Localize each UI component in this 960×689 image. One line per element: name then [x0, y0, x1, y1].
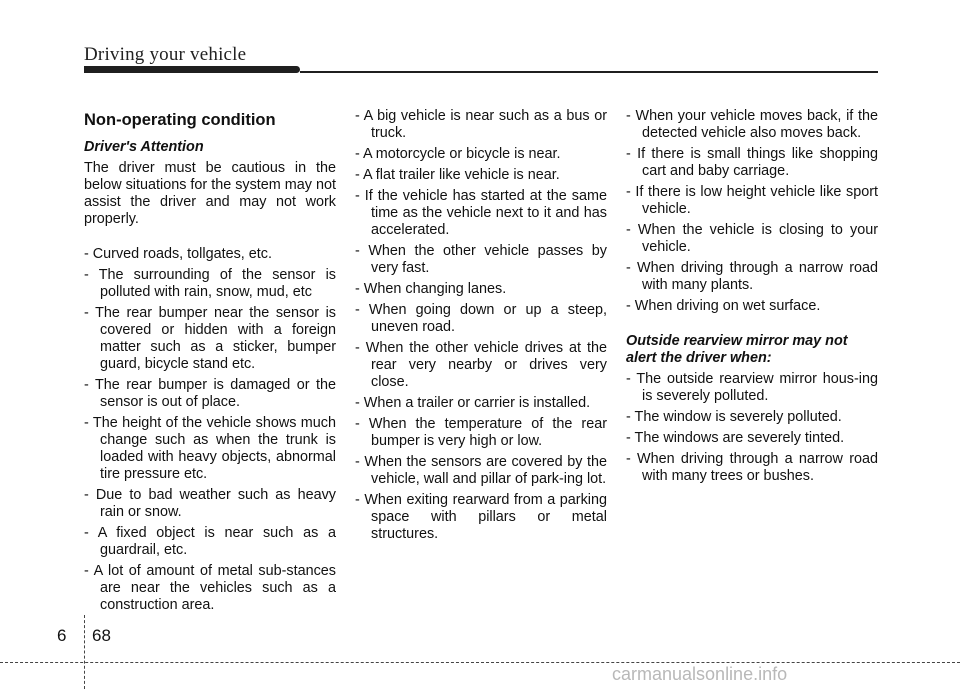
list-item: - The window is severely polluted.: [626, 409, 842, 425]
list-item: - The windows are severely tinted.: [626, 430, 845, 446]
condition-list-3: [626, 108, 878, 315]
list-item: - When driving through a narrow road with many plants.: [626, 260, 878, 293]
subsection-title-drivers-attention: Driver's Attention: [84, 139, 204, 155]
column-1: [84, 108, 336, 618]
list-item: - If the vehicle has started at the same time as the vehicle next to it and has accelerated.: [355, 188, 607, 238]
intro-paragraph: The driver must be cautious in the below situations for the system may not assist the driver and may not work properly.: [84, 160, 336, 227]
list-item: - The surrounding of the sensor is polluted with rain, snow, mud, etc: [84, 267, 336, 300]
list-item: - When the sensors are covered by the vehicle, wall and pillar of park-ing lot.: [355, 454, 607, 487]
condition-list-1: [84, 246, 336, 614]
list-item: - A fixed object is near such as a guardrail, etc.: [84, 525, 336, 558]
list-item: - Due to bad weather such as heavy rain or snow.: [84, 487, 336, 520]
list-item: - When the vehicle is closing to your vehicle.: [626, 222, 878, 255]
footer-divider-vertical: [84, 615, 85, 689]
list-item: - When a trailer or carrier is installed.: [355, 395, 591, 411]
list-item: - When the temperature of the rear bumper is very high or low.: [355, 416, 607, 449]
list-item: - Curved roads, tollgates, etc.: [84, 246, 272, 262]
footer-divider-horizontal: [0, 662, 960, 663]
list-item: - When changing lanes.: [355, 281, 507, 297]
list-item: - When the other vehicle passes by very fast.: [355, 243, 607, 276]
list-item: - The height of the vehicle shows much change such as when the trunk is loaded with heavy objects, abnormal tire pressure etc.: [84, 415, 336, 482]
list-item: - When going down or up a steep, uneven road.: [355, 302, 607, 335]
list-item: - A motorcycle or bicycle is near.: [355, 146, 561, 162]
list-item: - A lot of amount of metal sub-stances are near the vehicles such as a construction area.: [84, 563, 336, 613]
column-3: [626, 108, 878, 489]
watermark: carmanualsonline.info: [612, 664, 788, 684]
list-item: - A flat trailer like vehicle is near.: [355, 167, 560, 183]
section-title: Non-operating condition: [84, 111, 276, 129]
page-number: 68: [92, 626, 111, 645]
mirror-condition-list: [626, 371, 878, 485]
list-item: - The rear bumper is damaged or the sensor is out of place.: [84, 377, 336, 410]
header-rule-thin: [300, 71, 878, 73]
list-item: - A big vehicle is near such as a bus or truck.: [355, 108, 607, 141]
subsection-title-mirror: Outside rearview mirror may not alert the driver when:: [626, 333, 848, 366]
list-item: - When your vehicle moves back, if the detected vehicle also moves back.: [626, 108, 878, 141]
list-item: - If there is low height vehicle like sport vehicle.: [626, 184, 878, 217]
list-item: - If there is small things like shopping cart and baby carriage.: [626, 146, 878, 179]
header-rule-thick: [84, 66, 300, 73]
list-item: - When driving through a narrow road with many trees or bushes.: [626, 451, 878, 484]
page-header-title: Driving your vehicle: [84, 44, 247, 65]
chapter-number: 6: [57, 626, 67, 645]
list-item: - The outside rearview mirror hous-ing is severely polluted.: [626, 371, 878, 404]
condition-list-2: [355, 108, 607, 543]
list-item: - The rear bumper near the sensor is covered or hidden with a foreign matter such as a sticker, bumper guard, bicycle stand etc.: [84, 305, 336, 372]
list-item: - When the other vehicle drives at the rear very nearby or drives very close.: [355, 340, 607, 390]
list-item: - When driving on wet surface.: [626, 298, 821, 314]
list-item: - When exiting rearward from a parking space with pillars or metal structures.: [355, 492, 607, 542]
column-2: [355, 108, 607, 547]
